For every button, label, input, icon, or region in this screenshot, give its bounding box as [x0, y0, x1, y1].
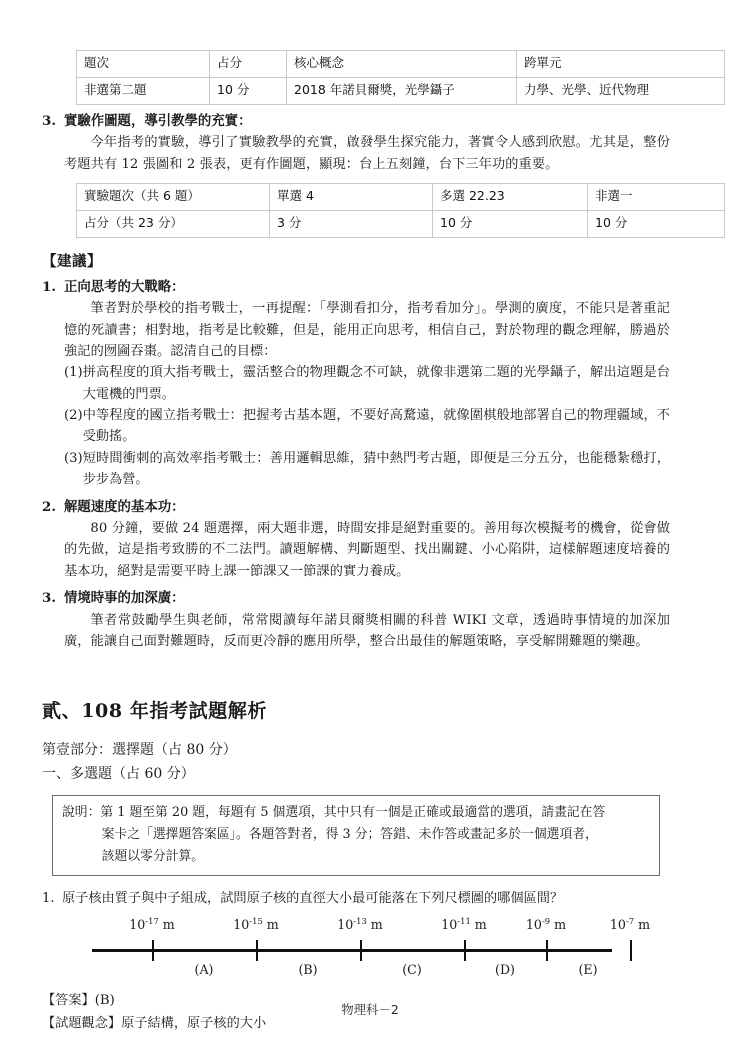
suggestion-1-subitem-3	[64, 448, 670, 491]
summary-table-2	[76, 183, 725, 238]
table-cell: 非選第二題	[77, 77, 210, 104]
subitem-marker: (3)	[64, 450, 83, 466]
table-cell: 10 分	[588, 210, 725, 237]
table-cell: 10 分	[210, 77, 287, 104]
number-line-interval-a: (A)	[194, 961, 214, 977]
number-line-tick-label-1: $10^{-17}$ m	[129, 915, 175, 932]
suggestion-2-body: 80 分鐘，要做 24 題選擇，兩大題非選，時間安排是絕對重要的。善用每次模擬考的機會，從會做的先做，這是指考致勝的不二法門。讀題解構、判斷題型、找出關鍵、小心陷阱，這樣解題速度培養的基本功，絕對是需要平時上課一節課又一節課的實力養成。	[64, 520, 670, 579]
number-line-tick-6	[630, 940, 632, 961]
suggestion-3-heading	[42, 588, 670, 609]
instruction-label: 說明：	[62, 804, 101, 820]
number-line-interval-d: (D)	[495, 961, 515, 977]
suggestion-1-heading	[42, 277, 670, 298]
table-header-cell: 核心概念	[287, 51, 517, 78]
number-line-tick-label-5: $10^{-9}$ m	[525, 915, 567, 932]
page-content	[42, 50, 670, 1035]
number-line-tick-1	[152, 940, 154, 961]
list-title: 正向思考的大戰略：	[64, 278, 185, 295]
list-item-3-heading	[42, 111, 670, 132]
table-cell: 占分（共 23 分）	[77, 210, 270, 237]
number-line-interval-e: (E)	[578, 961, 598, 977]
part2-subheading-2: 一、多選題（占 60 分）	[42, 766, 195, 783]
number-line-tick-label-4: $10^{-11}$ m	[441, 915, 487, 932]
instruction-text-1: 第 1 題至第 20 題，每題有 5 個選項，其中只有一個是正確或最適當的選項，請畫記在答	[100, 804, 606, 820]
table-header-cell: 跨單元	[517, 51, 725, 78]
number-line-tick-label-6: $10^{-7}$ m	[609, 915, 651, 932]
number-line-interval-c: (C)	[402, 961, 422, 977]
table-cell: 3 分	[270, 210, 433, 237]
page-footer: 物理科－2	[341, 1002, 399, 1017]
answer-label: 【答案】	[42, 992, 95, 1008]
question-number: 1.	[42, 890, 55, 906]
summary-table-1	[76, 50, 725, 105]
subitem-marker: (1)	[64, 365, 83, 381]
instruction-box	[52, 795, 660, 876]
page-title: 貳、108 年指考試題解析	[42, 700, 268, 723]
table-cell: 力學、光學、近代物理	[517, 77, 725, 104]
answer-value: (B)	[94, 992, 115, 1008]
list-title: 解題速度的基本功：	[64, 498, 185, 515]
list-title: 情境時事的加深廣：	[64, 590, 185, 607]
number-line-labels	[64, 917, 664, 939]
number-line-axis	[92, 949, 612, 952]
table-header-cell: 非選一	[588, 183, 725, 210]
instruction-line-1	[62, 802, 650, 824]
table-row	[77, 51, 725, 78]
number-line-tick-4	[464, 940, 466, 961]
list-number: 3.	[42, 590, 56, 607]
table-cell: 10 分	[433, 210, 588, 237]
suggestion-2-heading	[42, 497, 670, 518]
number-line-tick-2	[256, 940, 258, 961]
list-number: 1.	[42, 278, 56, 295]
suggestions-heading: 【建議】	[42, 252, 102, 270]
number-line-interval-b: (B)	[298, 961, 318, 977]
table-header-cell: 多選 22.23	[433, 183, 588, 210]
number-line-tick-label-2: $10^{-15}$ m	[233, 915, 279, 932]
number-line-figure	[64, 917, 664, 983]
subitem-marker: (2)	[64, 408, 83, 423]
subitem-text: 中等程度的國立指考戰士：把握考古基本題，不要好高騖遠，就像圍棋般地部署自己的物理疆域，不受動搖。	[82, 408, 670, 445]
table-row	[77, 210, 725, 237]
instruction-text-2: 案卡之「選擇題答案區」。各題答對者，得 3 分；答錯、未作答或畫記多於一個選項者，	[101, 826, 598, 842]
table-row	[77, 183, 725, 210]
table-cell: 2018 年諾貝爾獎，光學鑷子	[287, 77, 517, 104]
table-header-cell: 實驗題次（共 6 題）	[77, 183, 270, 210]
number-line-tick-3	[360, 940, 362, 961]
suggestion-3-body: 筆者常鼓勵學生與老師，常常閱讀每年諾貝爾獎相關的科普 WIKI 文章，透過時事情境的加深加廣，能讓自己面對難題時，反而更冷靜的應用所學，整合出最佳的解題策略，享受解開難題的樂趣。	[64, 612, 670, 649]
subitem-text: 拼高程度的頂大指考戰士，靈活整合的物理觀念不可缺，就像非選第二題的光學鑷子，解出這題是台大電機的門票。	[82, 365, 670, 402]
question-text: 原子核由質子與中子組成，試問原子核的直徑大小最可能落在下列尺標圖的哪個區間？	[62, 890, 564, 906]
list-number: 3.	[42, 112, 56, 129]
list-title: 實驗作圖題，導引教學的充實：	[64, 112, 252, 129]
instruction-text-3: 該題以零分計算。	[101, 848, 205, 864]
list-number: 2.	[42, 498, 56, 515]
part2-subheading-1: 第壹部分：選擇題（占 80 分）	[42, 742, 237, 759]
concept-value: 原子結構，原子核的大小	[121, 1016, 267, 1032]
number-line-tick-label-3: $10^{-13}$ m	[337, 915, 383, 932]
table-header-cell: 單選 4	[270, 183, 433, 210]
subitem-text: 短時間衝刺的高效率指考戰士：善用邏輯思維，猜中熱門考古題，即便是三分五分，也能穩紮穩打，步步為營。	[82, 450, 670, 488]
question-1	[42, 888, 670, 909]
suggestion-1-subitem-1	[64, 362, 670, 405]
table-header-cell: 題次	[77, 51, 210, 78]
table-row	[77, 77, 725, 104]
suggestion-1-subitem-2	[64, 405, 670, 448]
paragraph-item3: 今年指考的實驗，導引了實驗教學的充實，啟發學生探究能力，著實令人感到欣慰。尤其是，整份考題共有 12 張圖和 2 張表，更有作圖題，顯現：台上五刻鐘，台下三年功的重要。	[64, 135, 670, 172]
suggestion-1-body: 筆者對於學校的指考戰士，一再提醒：「學測看扣分，指考看加分」。學測的廣度，不能只是著重記憶的死讀書；相對地，指考是比較難，但是，能用正向思考，相信自己，對於物理的觀念理解，勝過於強記的囫圇吞棗。認清自己的目標：	[64, 301, 670, 359]
table-header-cell: 占分	[210, 51, 287, 78]
concept-label: 【試題觀念】	[42, 1016, 122, 1032]
number-line-tick-5	[546, 940, 548, 961]
